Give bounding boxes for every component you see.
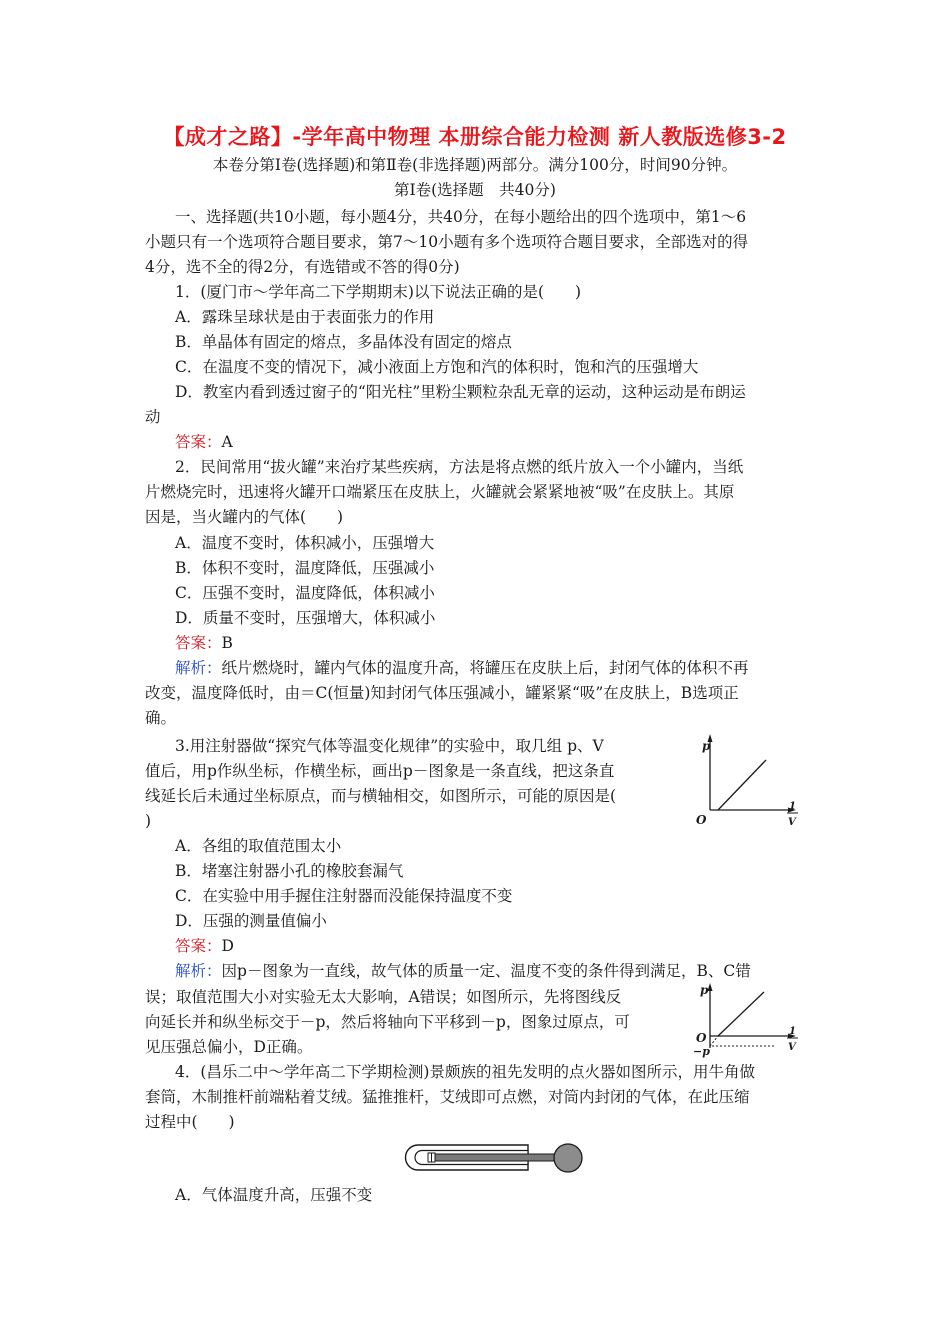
instructions-line: 小题只有一个选项符合题目要求，第7～10小题有多个选项符合题目要求，全部选对的得 (145, 233, 749, 251)
graph-x-numerator: 1 (789, 1026, 796, 1037)
section-title: 第Ⅰ卷(选择题 共40分) (394, 181, 556, 199)
q2-analysis-line: 确。 (145, 709, 177, 727)
instructions-line: 4分，选不全的得2分，有选错或不答的得0分) (145, 258, 460, 276)
question-1-stem: 1．(厦门市～学年高二下学期期末)以下说法正确的是( ) (175, 283, 582, 301)
graph-p-label: p (700, 983, 709, 997)
question-3-stem: 3.用注射器做“探究气体等温变化规律”的实验中，取几组 p、V (175, 737, 604, 755)
q3-analysis (175, 960, 751, 982)
q2-analysis-line: 改变，温度降低时，由＝C(恒量)知封闭气体压强减小，罐紧紧“吸”在皮肤上，B选项正 (145, 684, 739, 702)
graph-neg-p-label: −p (693, 1045, 710, 1058)
question-2-stem: 2．民间常用“拔火罐”来治疗某些疾病，方法是将点燃的纸片放入一个小罐内，当纸 (175, 458, 744, 476)
p-inverse-v-graph (688, 732, 806, 830)
question-4-stem: 过程中( ) (145, 1113, 235, 1131)
question-3-stem: 值后，用p作纵坐标，作横坐标，画出p－图象是一条直线，把这条直 (145, 762, 615, 780)
q3-analysis-line: 见压强总偏小，D正确。 (145, 1038, 313, 1056)
q2-analysis (175, 657, 749, 679)
graph-origin-label: O (696, 813, 707, 827)
graph-x-denominator: V (788, 817, 796, 828)
answer-label: 答案： (175, 937, 222, 955)
instructions-line: 一、选择题(共10小题，每小题4分，共40分，在每小题给出的四个选项中，第1～6 (175, 208, 747, 226)
graph-origin-label: O (696, 1031, 707, 1045)
graph-x-numerator: 1 (789, 801, 796, 812)
answer-label: 答案： (175, 634, 222, 652)
document-title: 【成才之路】-学年高中物理 本册综合能力检测 新人教版选修3-2 (163, 125, 787, 149)
analysis-text: 纸片燃烧时，罐内气体的温度升高，将罐压在皮肤上后，封闭气体的体积不再 (221, 659, 749, 677)
p-inverse-v-shifted-graph (682, 980, 806, 1060)
q3-answer (175, 935, 234, 957)
analysis-text: 因p－图象为一直线，故气体的质量一定、温度不变的条件得到满足，B、C错 (221, 962, 751, 980)
graph-p-label: p (702, 739, 711, 753)
question-2-stem: 片燃烧完时，迅速将火罐开口端紧压在皮肤上，火罐就会紧紧地被“吸”在皮肤上。其原 (145, 483, 735, 501)
q4-option-a: A．气体温度升高，压强不变 (175, 1186, 373, 1204)
q1-option-d-continued: 动 (145, 408, 161, 426)
answer-value: D (221, 937, 234, 955)
q3-option-c: C．在实验中用手握住注射器而没能保持温度不变 (175, 887, 513, 905)
question-4-stem: 4．(昌乐二中～学年高二下学期检测)景颇族的祖先发明的点火器如图所示，用牛角做 (175, 1063, 755, 1081)
analysis-label: 解析： (175, 659, 222, 677)
answer-label: 答案： (175, 433, 222, 451)
q2-option-d: D．质量不变时，压强增大，体积减小 (175, 609, 436, 627)
q2-option-a: A．温度不变时，体积减小，压强增大 (175, 534, 435, 552)
q3-option-a: A．各组的取值范围太小 (175, 837, 342, 855)
q2-answer (175, 632, 233, 654)
q3-analysis-line: 误；取值范围大小对实验无太大影响，A错误；如图所示，先将图线反 (145, 988, 622, 1006)
q3-option-d: D．压强的测量值偏小 (175, 912, 327, 930)
graph-x-denominator: V (788, 1042, 796, 1053)
exam-intro: 本卷分第Ⅰ卷(选择题)和第Ⅱ卷(非选择题)两部分。满分100分，时间90分钟。 (212, 156, 738, 174)
q2-option-c: C．压强不变时，温度降低，体积减小 (175, 584, 435, 602)
question-2-stem: 因是，当火罐内的气体( ) (145, 508, 344, 526)
question-4-stem: 套筒，木制推杆前端粘着艾绒。猛推推杆，艾绒即可点燃，对筒内封闭的气体，在此压缩 (145, 1088, 750, 1106)
question-3-stem: ) (145, 812, 152, 830)
question-3-stem: 线延长后未通过坐标原点，而与横轴相交，如图所示，可能的原因是( (145, 787, 617, 805)
q1-answer (175, 431, 233, 453)
q3-option-b: B．堵塞注射器小孔的橡胶套漏气 (175, 862, 404, 880)
answer-value: B (221, 634, 233, 652)
q3-analysis-line: 向延长并和纵坐标交于－p，然后将轴向下平移到－p，图象过原点，可 (145, 1013, 630, 1031)
fire-piston-illustration (400, 1138, 590, 1180)
q1-option-d: D．教室内看到透过窗子的“阳光柱”里粉尘颗粒杂乱无章的运动，这种运动是布朗运 (175, 383, 746, 401)
answer-value: A (221, 433, 233, 451)
q1-option-c: C．在温度不变的情况下，减小液面上方饱和汽的体积时，饱和汽的压强增大 (175, 358, 699, 376)
q1-option-a: A．露珠呈球状是由于表面张力的作用 (175, 308, 435, 326)
q2-option-b: B．体积不变时，温度降低，压强减小 (175, 559, 435, 577)
analysis-label: 解析： (175, 962, 222, 980)
q1-option-b: B．单晶体有固定的熔点，多晶体没有固定的熔点 (175, 333, 512, 351)
